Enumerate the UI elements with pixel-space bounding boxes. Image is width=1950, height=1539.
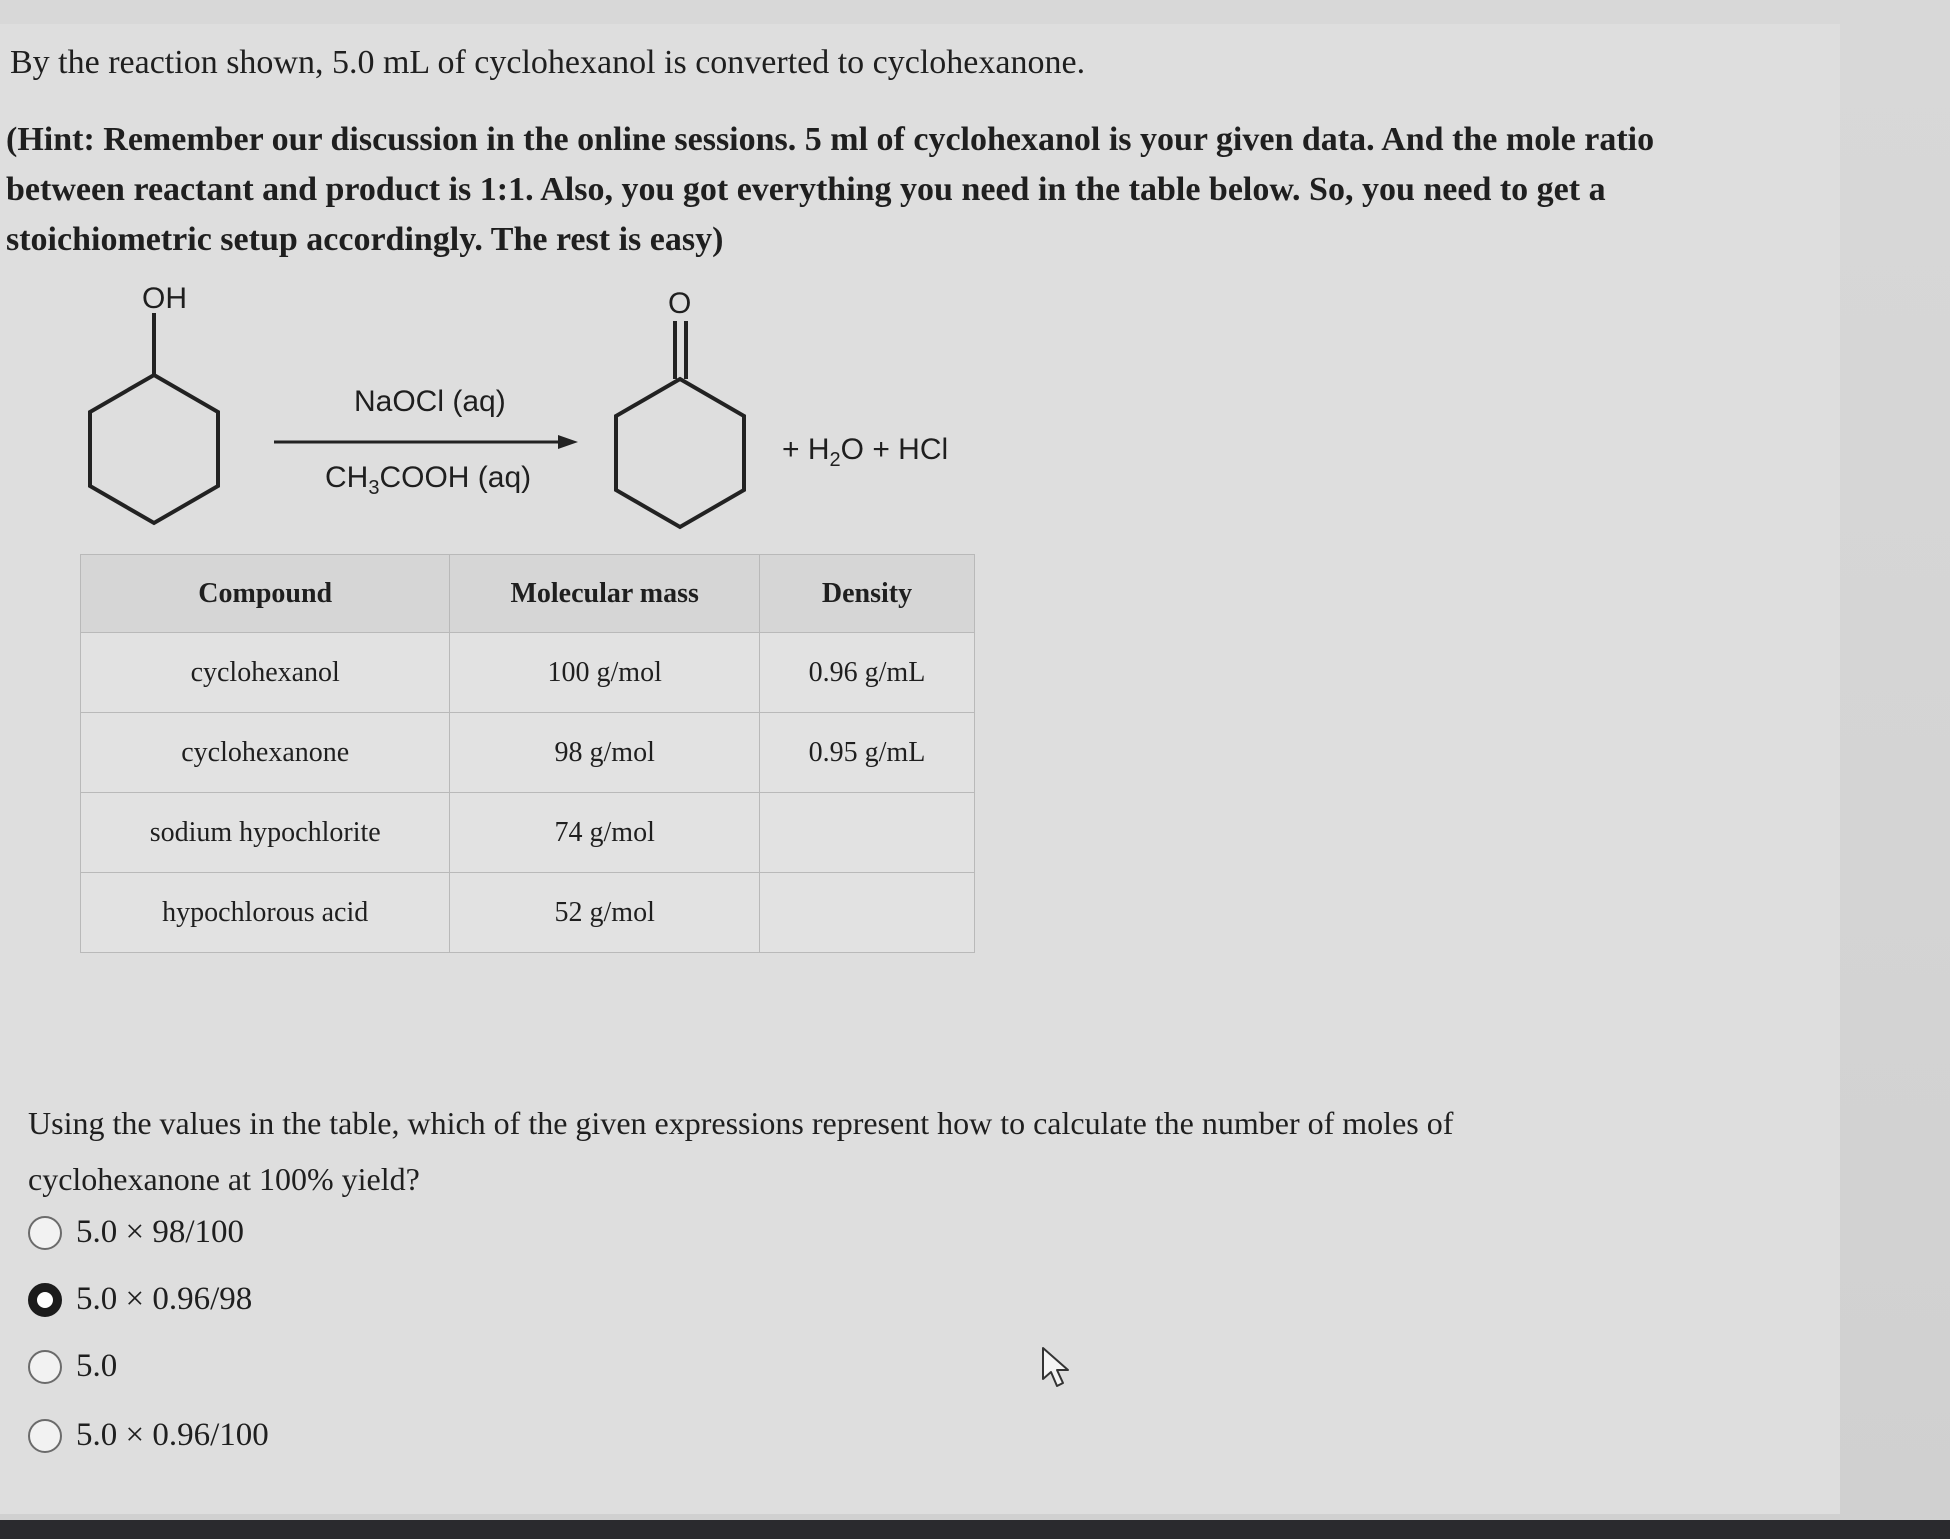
reagent-bottom-subscript: 3: [368, 477, 380, 499]
byproduct-suffix: O + HCl: [840, 433, 949, 466]
cyclohexanol-ring: [90, 375, 218, 523]
table-row: [81, 633, 975, 713]
compound-data-table: [80, 554, 975, 953]
header-compound: Compound: [81, 555, 450, 633]
byproduct-subscript: 2: [829, 449, 841, 471]
reagent-bottom-suffix: COOH (aq): [379, 461, 532, 494]
hydroxyl-label: OH: [142, 282, 187, 315]
cell-compound: cyclohexanol: [81, 633, 450, 713]
answer-option-label: 5.0 × 0.96/98: [76, 1281, 253, 1317]
cell-compound: hypochlorous acid: [81, 873, 450, 953]
cell-density: [759, 793, 974, 873]
reagent-acetic-acid: [325, 461, 531, 500]
answer-option-label: 5.0 × 0.96/100: [76, 1417, 269, 1453]
bottom-taskbar: [0, 1520, 1950, 1539]
cell-compound: cyclohexanone: [81, 713, 450, 793]
answer-option-3[interactable]: [28, 1348, 117, 1385]
table-row: [81, 713, 975, 793]
header-density: Density: [759, 555, 974, 633]
cell-molecular-mass: 100 g/mol: [450, 633, 760, 713]
reagent-naocl: NaOCl (aq): [354, 385, 506, 418]
answer-option-label: 5.0 × 98/100: [76, 1214, 245, 1250]
reaction-structures: [60, 275, 1020, 545]
mouse-pointer-icon: [1040, 1345, 1074, 1391]
carbonyl-oxygen-label: O: [668, 287, 692, 320]
answer-option-1[interactable]: [28, 1214, 244, 1251]
radio-button[interactable]: [28, 1216, 62, 1250]
question-text: Using the values in the table, which of the given expressions represent how to calculate the number of moles of cyclohexanone at 100% yield?: [28, 1105, 1454, 1197]
radio-button[interactable]: [28, 1419, 62, 1453]
answer-option-2[interactable]: [28, 1281, 252, 1318]
table-header-row: [81, 555, 975, 633]
radio-button-selected[interactable]: [28, 1283, 62, 1317]
radio-button[interactable]: [28, 1350, 62, 1384]
table-row: [81, 793, 975, 873]
cell-density: 0.96 g/mL: [759, 633, 974, 713]
header-molecular-mass: Molecular mass: [450, 555, 760, 633]
reaction-byproducts: [782, 433, 948, 472]
reaction-scheme: [60, 275, 1020, 545]
byproduct-prefix: + H: [782, 433, 830, 466]
answer-option-4[interactable]: [28, 1417, 269, 1454]
reagent-bottom-prefix: CH: [325, 461, 369, 494]
cyclohexanone-ring: [616, 379, 744, 527]
problem-hint: (Hint: Remember our discussion in the online sessions. 5 ml of cyclohexanol is your given data. And the mole ratio between reactant and product is 1:1. Also, you got everything you need in the table below. So, you need to get a stoichiometric setup accordingly. The rest is easy): [6, 121, 1655, 258]
cell-molecular-mass: 98 g/mol: [450, 713, 760, 793]
cell-molecular-mass: 52 g/mol: [450, 873, 760, 953]
reaction-arrow-head: [558, 435, 578, 449]
table-row: [81, 873, 975, 953]
cell-density: [759, 873, 974, 953]
cell-density: 0.95 g/mL: [759, 713, 974, 793]
cell-molecular-mass: 74 g/mol: [450, 793, 760, 873]
answer-option-label: 5.0: [76, 1348, 118, 1384]
cell-compound: sodium hypochlorite: [81, 793, 450, 873]
problem-intro: By the reaction shown, 5.0 mL of cyclohexanol is converted to cyclohexanone.: [10, 44, 1086, 81]
